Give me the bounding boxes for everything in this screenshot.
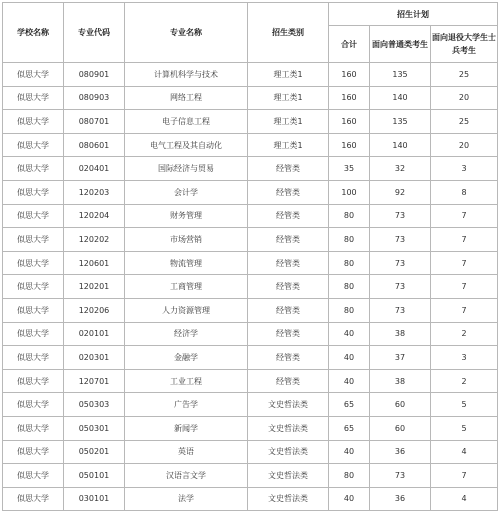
cell-veteran: 3 [431, 157, 498, 181]
table-row [3, 228, 498, 252]
cell-code: 020101 [64, 322, 125, 346]
cell-code: 080701 [64, 110, 125, 134]
cell-code: 120204 [64, 204, 125, 228]
cell-total: 80 [329, 464, 370, 488]
cell-school: 似思大学 [3, 369, 64, 393]
cell-code: 050201 [64, 440, 125, 464]
cell-category: 理工类1 [248, 110, 329, 134]
cell-veteran: 20 [431, 86, 498, 110]
cell-total: 65 [329, 393, 370, 417]
cell-code: 080903 [64, 86, 125, 110]
cell-major: 财务管理 [125, 204, 248, 228]
cell-code: 050303 [64, 393, 125, 417]
cell-code: 020301 [64, 346, 125, 370]
cell-general: 135 [370, 110, 431, 134]
cell-veteran: 2 [431, 369, 498, 393]
cell-total: 160 [329, 110, 370, 134]
cell-major: 国际经济与贸易 [125, 157, 248, 181]
cell-general: 60 [370, 416, 431, 440]
table-row [3, 63, 498, 87]
cell-school: 似思大学 [3, 180, 64, 204]
cell-school: 似思大学 [3, 440, 64, 464]
cell-veteran: 7 [431, 251, 498, 275]
cell-veteran: 7 [431, 298, 498, 322]
cell-category: 理工类1 [248, 133, 329, 157]
cell-total: 100 [329, 180, 370, 204]
cell-code: 120206 [64, 298, 125, 322]
cell-total: 80 [329, 204, 370, 228]
table-row [3, 487, 498, 511]
cell-major: 法学 [125, 487, 248, 511]
cell-general: 92 [370, 180, 431, 204]
table-row [3, 275, 498, 299]
cell-code: 120203 [64, 180, 125, 204]
cell-general: 73 [370, 298, 431, 322]
cell-major: 人力资源管理 [125, 298, 248, 322]
table-row [3, 133, 498, 157]
cell-veteran: 4 [431, 440, 498, 464]
cell-major: 会计学 [125, 180, 248, 204]
cell-general: 32 [370, 157, 431, 181]
cell-veteran: 7 [431, 228, 498, 252]
cell-category: 经管类 [248, 204, 329, 228]
header-veteran: 面向退役大学生士兵考生 [431, 26, 498, 63]
header-code: 专业代码 [64, 3, 125, 63]
cell-total: 80 [329, 251, 370, 275]
cell-major: 经济学 [125, 322, 248, 346]
cell-total: 80 [329, 275, 370, 299]
table-body [3, 63, 498, 511]
cell-major: 网络工程 [125, 86, 248, 110]
cell-category: 经管类 [248, 346, 329, 370]
cell-category: 经管类 [248, 298, 329, 322]
cell-veteran: 5 [431, 393, 498, 417]
cell-major: 汉语言文学 [125, 464, 248, 488]
cell-major: 物流管理 [125, 251, 248, 275]
cell-school: 似思大学 [3, 416, 64, 440]
cell-code: 080601 [64, 133, 125, 157]
cell-school: 似思大学 [3, 133, 64, 157]
cell-total: 80 [329, 228, 370, 252]
cell-general: 135 [370, 63, 431, 87]
cell-school: 似思大学 [3, 157, 64, 181]
header-total: 合计 [329, 26, 370, 63]
table-row [3, 322, 498, 346]
cell-general: 73 [370, 204, 431, 228]
cell-school: 似思大学 [3, 298, 64, 322]
cell-total: 40 [329, 440, 370, 464]
table-row [3, 298, 498, 322]
cell-code: 020401 [64, 157, 125, 181]
cell-school: 似思大学 [3, 346, 64, 370]
cell-major: 市场营销 [125, 228, 248, 252]
table-row [3, 440, 498, 464]
table-row [3, 346, 498, 370]
table-row [3, 180, 498, 204]
cell-school: 似思大学 [3, 204, 64, 228]
cell-major: 工业工程 [125, 369, 248, 393]
cell-code: 120201 [64, 275, 125, 299]
cell-code: 050101 [64, 464, 125, 488]
cell-total: 160 [329, 63, 370, 87]
cell-total: 65 [329, 416, 370, 440]
cell-general: 140 [370, 133, 431, 157]
header-school: 学校名称 [3, 3, 64, 63]
table-row [3, 393, 498, 417]
cell-school: 似思大学 [3, 86, 64, 110]
cell-school: 似思大学 [3, 322, 64, 346]
cell-general: 38 [370, 322, 431, 346]
table-row [3, 251, 498, 275]
header-row-1 [3, 3, 498, 26]
cell-veteran: 7 [431, 204, 498, 228]
cell-code: 120202 [64, 228, 125, 252]
cell-veteran: 8 [431, 180, 498, 204]
cell-category: 经管类 [248, 275, 329, 299]
cell-general: 73 [370, 464, 431, 488]
cell-category: 经管类 [248, 157, 329, 181]
cell-category: 经管类 [248, 322, 329, 346]
cell-school: 似思大学 [3, 393, 64, 417]
table-row [3, 416, 498, 440]
cell-general: 38 [370, 369, 431, 393]
cell-major: 工商管理 [125, 275, 248, 299]
cell-category: 理工类1 [248, 63, 329, 87]
table-row [3, 110, 498, 134]
cell-general: 73 [370, 251, 431, 275]
cell-general: 73 [370, 228, 431, 252]
cell-veteran: 25 [431, 63, 498, 87]
cell-major: 电气工程及其自动化 [125, 133, 248, 157]
cell-school: 似思大学 [3, 63, 64, 87]
table-row [3, 204, 498, 228]
cell-major: 电子信息工程 [125, 110, 248, 134]
cell-general: 140 [370, 86, 431, 110]
header-general: 面向普通类考生 [370, 26, 431, 63]
cell-school: 似思大学 [3, 251, 64, 275]
cell-general: 73 [370, 275, 431, 299]
cell-general: 36 [370, 440, 431, 464]
cell-general: 37 [370, 346, 431, 370]
table-row [3, 157, 498, 181]
cell-category: 理工类1 [248, 86, 329, 110]
cell-total: 40 [329, 346, 370, 370]
cell-school: 似思大学 [3, 487, 64, 511]
cell-category: 文史哲法类 [248, 464, 329, 488]
cell-general: 36 [370, 487, 431, 511]
cell-school: 似思大学 [3, 110, 64, 134]
table-row [3, 464, 498, 488]
cell-major: 新闻学 [125, 416, 248, 440]
cell-general: 60 [370, 393, 431, 417]
cell-total: 80 [329, 298, 370, 322]
cell-category: 文史哲法类 [248, 393, 329, 417]
cell-veteran: 2 [431, 322, 498, 346]
cell-veteran: 7 [431, 275, 498, 299]
header-category: 招生类别 [248, 3, 329, 63]
cell-major: 计算机科学与技术 [125, 63, 248, 87]
cell-code: 030101 [64, 487, 125, 511]
cell-code: 120701 [64, 369, 125, 393]
cell-code: 120601 [64, 251, 125, 275]
cell-total: 160 [329, 86, 370, 110]
cell-category: 文史哲法类 [248, 416, 329, 440]
table-row [3, 369, 498, 393]
header-major: 专业名称 [125, 3, 248, 63]
cell-category: 经管类 [248, 228, 329, 252]
cell-major: 金融学 [125, 346, 248, 370]
cell-total: 40 [329, 322, 370, 346]
cell-major: 广告学 [125, 393, 248, 417]
cell-category: 经管类 [248, 180, 329, 204]
cell-major: 英语 [125, 440, 248, 464]
cell-school: 似思大学 [3, 275, 64, 299]
cell-code: 050301 [64, 416, 125, 440]
cell-total: 160 [329, 133, 370, 157]
cell-veteran: 5 [431, 416, 498, 440]
cell-category: 文史哲法类 [248, 440, 329, 464]
header-plan: 招生计划 [329, 3, 498, 26]
cell-code: 080901 [64, 63, 125, 87]
cell-total: 40 [329, 487, 370, 511]
cell-veteran: 7 [431, 464, 498, 488]
cell-category: 文史哲法类 [248, 487, 329, 511]
table-header [3, 3, 498, 63]
cell-school: 似思大学 [3, 228, 64, 252]
table-row [3, 86, 498, 110]
cell-school: 似思大学 [3, 464, 64, 488]
cell-veteran: 4 [431, 487, 498, 511]
cell-veteran: 25 [431, 110, 498, 134]
enrollment-plan-table [2, 2, 498, 511]
cell-veteran: 20 [431, 133, 498, 157]
cell-total: 40 [329, 369, 370, 393]
cell-category: 经管类 [248, 251, 329, 275]
cell-category: 经管类 [248, 369, 329, 393]
cell-veteran: 3 [431, 346, 498, 370]
cell-total: 35 [329, 157, 370, 181]
